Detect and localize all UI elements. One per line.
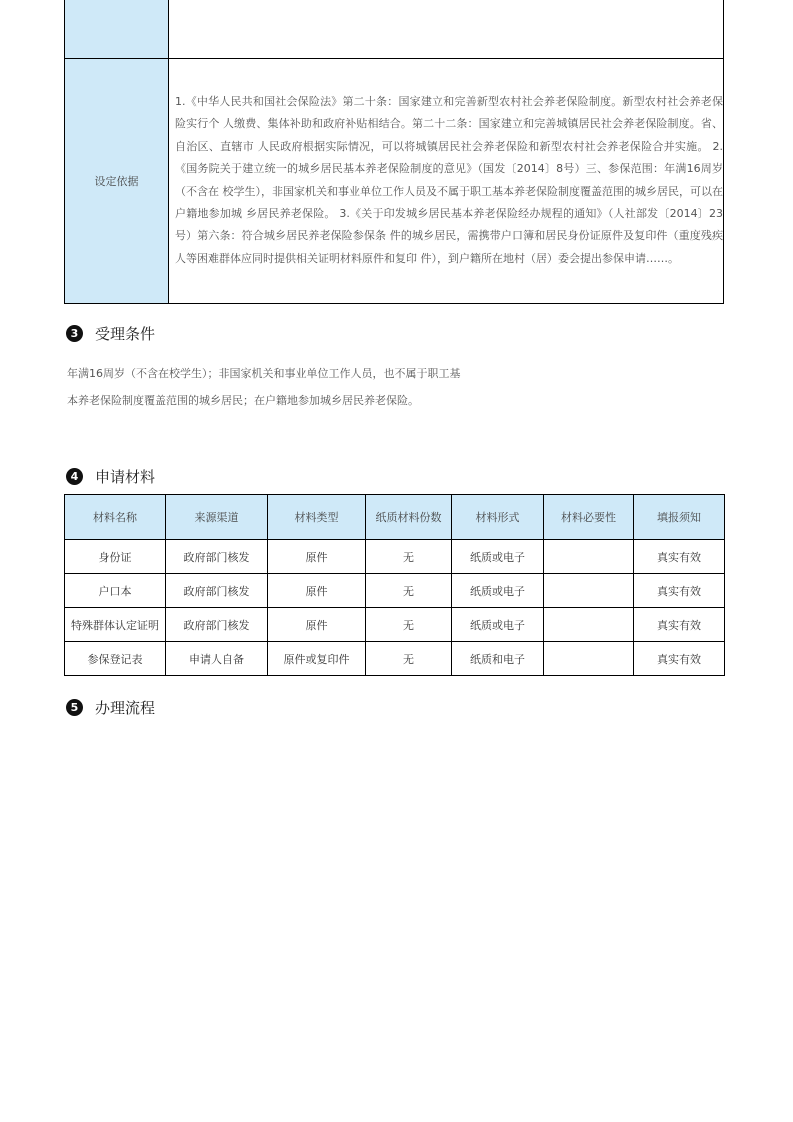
materials-table (64, 494, 725, 676)
section-5-title: 办理流程 (95, 699, 156, 717)
table-cell: 参保登记表 (65, 642, 166, 676)
table-cell: 原件或复印件 (268, 642, 366, 676)
table-cell: 无 (366, 642, 452, 676)
table-cell: 申请人自备 (166, 642, 268, 676)
section-4-title: 申请材料 (95, 468, 156, 486)
table-row (65, 540, 725, 574)
table-cell: 纸质或电子 (452, 608, 544, 642)
header-material-form: 材料形式 (452, 495, 544, 540)
materials-header-row (65, 495, 725, 540)
header-source-channel: 来源渠道 (166, 495, 268, 540)
continued-label-cell (65, 0, 169, 58)
table-cell (544, 540, 634, 574)
table-cell: 政府部门核发 (166, 574, 268, 608)
header-paper-copies: 纸质材料份数 (366, 495, 452, 540)
table-cell: 无 (366, 540, 452, 574)
table-cell: 真实有效 (634, 642, 725, 676)
section-4-number: 4 (66, 468, 83, 485)
table-cell: 特殊群体认定证明 (65, 608, 166, 642)
basis-row (65, 58, 724, 303)
section-5-number: 5 (66, 699, 83, 716)
continued-content-cell (169, 0, 724, 58)
continued-row (65, 0, 724, 58)
table-cell: 纸质或电子 (452, 540, 544, 574)
section-3-title: 受理条件 (95, 325, 156, 343)
section-3-number: 3 (66, 325, 83, 342)
acceptance-conditions: 年满16周岁（不含在校学生）；非国家机关和事业单位工作人员，也不属于职工基本养老保险制度覆盖范围的城乡居民；在户籍地参加城乡居民养老保险。 (67, 367, 461, 407)
section-3-header (66, 323, 155, 344)
table-cell: 原件 (268, 574, 366, 608)
table-cell: 真实有效 (634, 540, 725, 574)
table-cell: 真实有效 (634, 574, 725, 608)
section-5-header (66, 697, 155, 718)
table-row (65, 642, 725, 676)
table-row (65, 608, 725, 642)
basis-table (64, 0, 724, 304)
basis-text: 1.《中华人民共和国社会保险法》第二十条：国家建立和完善新型农村社会养老保险制度。新型农村社会养老保险实行个 人缴费、集体补助和政府补贴相结合。第二十二条：国家建立和完善城镇居民社会养老保险制度。省、自治区、直辖市 人民政府根据实际情况，可以将城镇居民社会养老保险和新型农村社会养老保险合并实施。 2.《国务院关于建立统一的城乡居民基本养老保险制度的意见》（国发〔2014〕8号）三、参保范围：年满16周岁（不含在 校学生），非国家机关和事业单位工作人员及不属于职工基本养老保险制度覆盖范围的城乡居民，可以在户籍地参加城 乡居民养老保险。 3.《关于印发城乡居民基本养老保险经办规程的通知》（人社部发〔2014〕23号）第六条：符合城乡居民养老保险参保条 件的城乡居民，需携带户口簿和居民身份证原件及复印件（重度残疾人等困难群体应同时提供相关证明材料原件和复印 件），到户籍所在地村（居）委会提出参保申请……。 (169, 58, 724, 303)
basis-label: 设定依据 (65, 58, 169, 303)
table-cell: 原件 (268, 540, 366, 574)
table-cell: 无 (366, 574, 452, 608)
table-row (65, 574, 725, 608)
table-cell: 无 (366, 608, 452, 642)
table-cell: 身份证 (65, 540, 166, 574)
table-cell: 原件 (268, 608, 366, 642)
table-cell: 政府部门核发 (166, 608, 268, 642)
header-filling-notes: 填报须知 (634, 495, 725, 540)
header-material-type: 材料类型 (268, 495, 366, 540)
header-material-name: 材料名称 (65, 495, 166, 540)
table-cell: 纸质和电子 (452, 642, 544, 676)
header-necessity: 材料必要性 (544, 495, 634, 540)
table-cell: 纸质或电子 (452, 574, 544, 608)
table-cell: 真实有效 (634, 608, 725, 642)
table-cell: 政府部门核发 (166, 540, 268, 574)
table-cell (544, 574, 634, 608)
table-cell (544, 608, 634, 642)
section-4-header (66, 466, 155, 487)
table-cell (544, 642, 634, 676)
table-cell: 户口本 (65, 574, 166, 608)
